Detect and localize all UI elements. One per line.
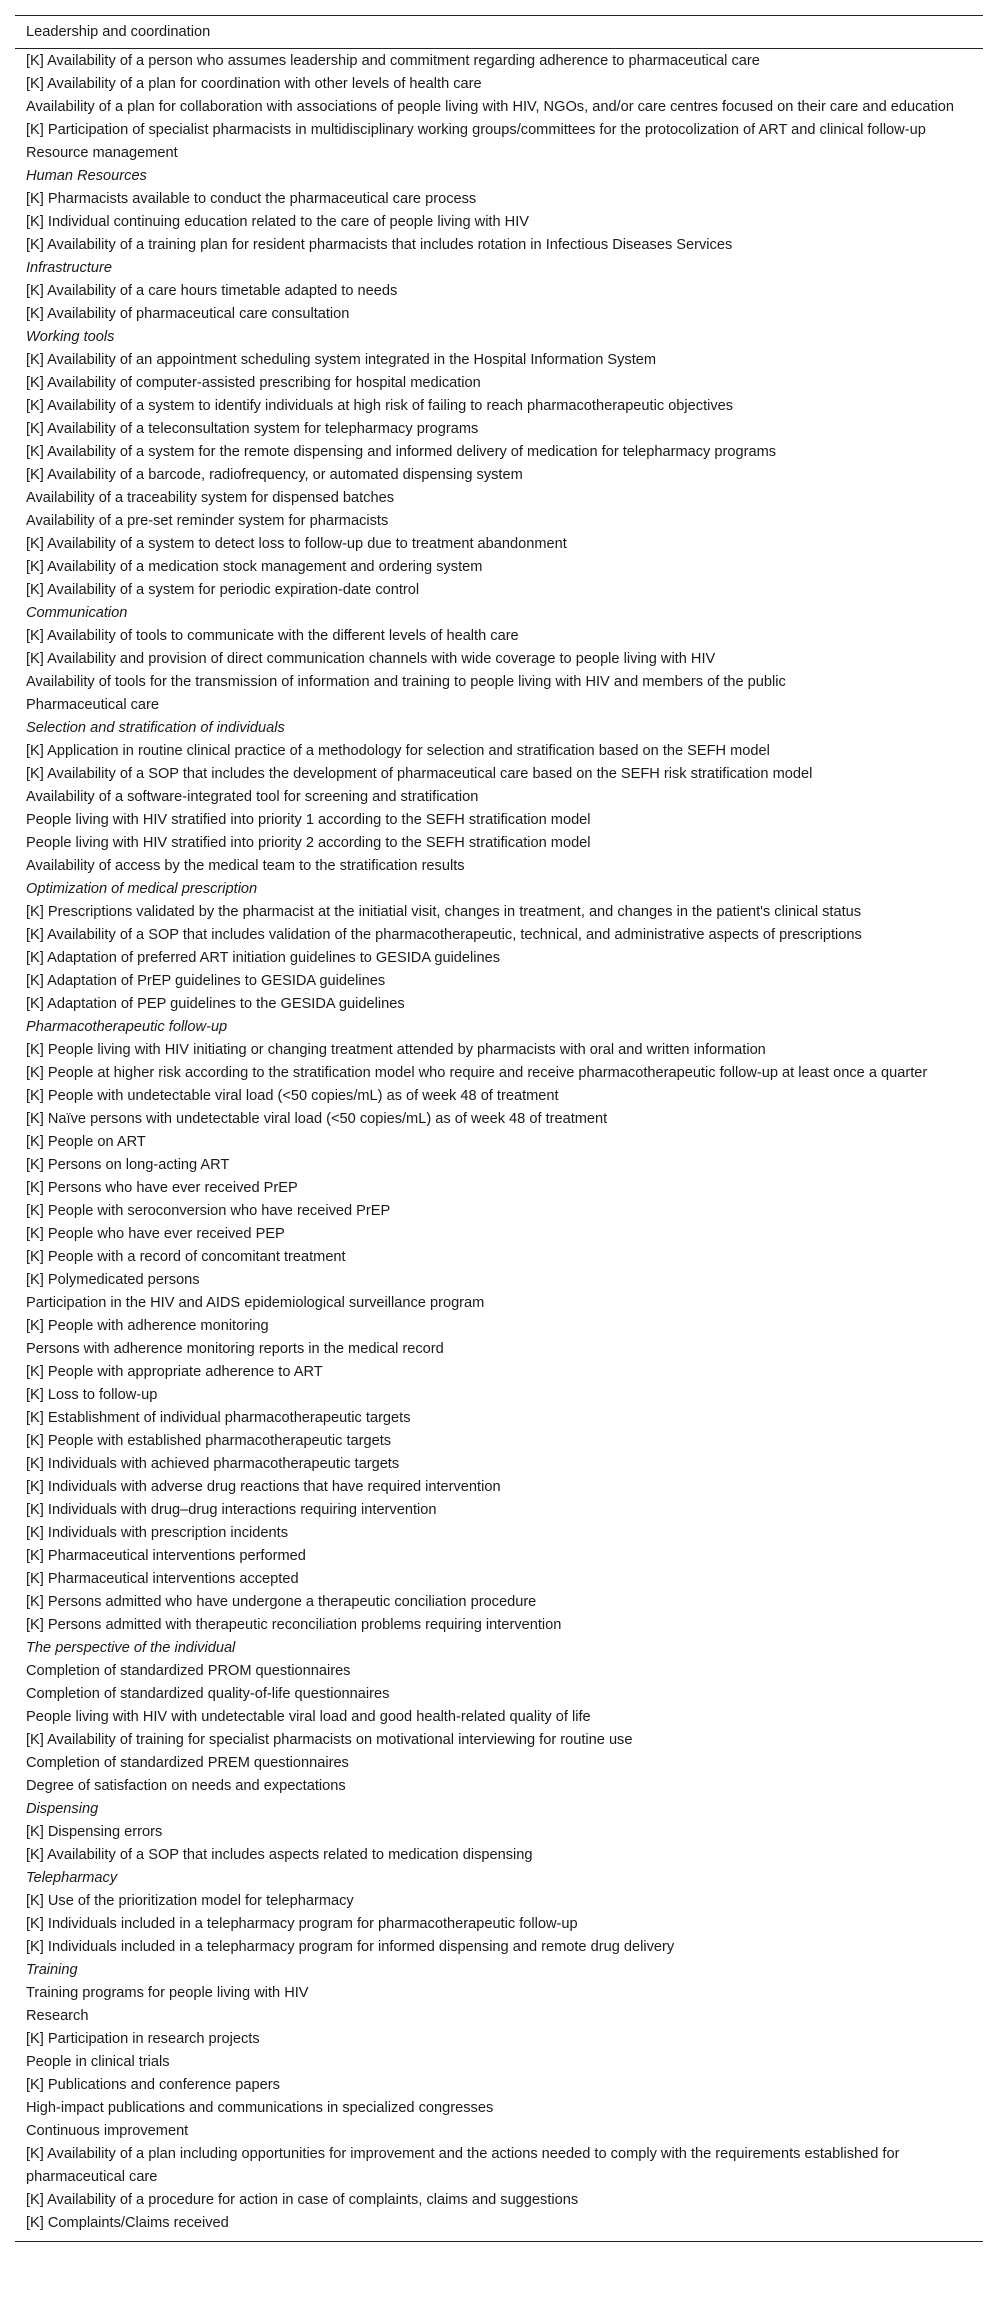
table-row: [K] People with appropriate adherence to ART bbox=[26, 1364, 323, 1380]
subsection-heading: Infrastructure bbox=[26, 260, 112, 276]
table-row: [K] Prescriptions validated by the pharmacist at the initiatial visit, changes in treatment, and changes in the patient's clinical status bbox=[26, 904, 862, 920]
table-row: [K] People living with HIV initiating or changing treatment attended by pharmacists with oral and written information bbox=[26, 1042, 766, 1058]
table-row: [K] Individuals with adverse drug reactions that have required intervention bbox=[26, 1479, 501, 1495]
table-row: [K] Polymedicated persons bbox=[26, 1272, 200, 1288]
table-row: [K] Participation in research projects bbox=[26, 2031, 260, 2047]
table-row: [K] Adaptation of PEP guidelines to the GESIDA guidelines bbox=[26, 996, 405, 1012]
table-row: Availability of tools for the transmission of information and training to people living with HIV and members of the public bbox=[26, 674, 786, 690]
table-row: [K] Availability of a barcode, radiofrequency, or automated dispensing system bbox=[26, 467, 523, 483]
table-row: [K] Availability of a SOP that includes the development of pharmaceutical care based on the SEFH risk stratification model bbox=[26, 766, 813, 782]
section-heading: Continuous improvement bbox=[26, 2123, 189, 2139]
section-heading: Resource management bbox=[26, 145, 178, 161]
table-row: [K] Availability of training for specialist pharmacists on motivational interviewing for routine use bbox=[26, 1732, 633, 1748]
section-heading: Pharmaceutical care bbox=[26, 697, 160, 713]
subsection-heading: Communication bbox=[26, 605, 128, 621]
subsection-heading: Pharmacotherapeutic follow-up bbox=[26, 1019, 228, 1035]
table-row: [K] Persons admitted with therapeutic reconciliation problems requiring intervention bbox=[26, 1617, 562, 1633]
table-row: [K] Individual continuing education related to the care of people living with HIV bbox=[26, 214, 529, 230]
table-row: People in clinical trials bbox=[26, 2054, 170, 2070]
table-row: [K] People with a record of concomitant treatment bbox=[26, 1249, 346, 1265]
table-row: [K] Pharmaceutical interventions accepted bbox=[26, 1571, 299, 1587]
table-body bbox=[15, 49, 983, 2235]
table-row: [K] Availability of a plan including opportunities for improvement and the actions needed to comply with the requirements established for pharmaceutical care bbox=[26, 2146, 900, 2185]
table-row: [K] Pharmacists available to conduct the pharmaceutical care process bbox=[26, 191, 477, 207]
subsection-heading: Telepharmacy bbox=[26, 1870, 118, 1886]
table-row: People living with HIV stratified into priority 2 according to the SEFH stratification model bbox=[26, 835, 591, 851]
table-row: Availability of a software-integrated tool for screening and stratification bbox=[26, 789, 479, 805]
table-header: Leadership and coordination bbox=[26, 24, 211, 40]
table-bottom-rule bbox=[15, 2241, 983, 2242]
table-row: [K] Complaints/Claims received bbox=[26, 2215, 229, 2231]
table-row: [K] Availability of a procedure for action in case of complaints, claims and suggestions bbox=[26, 2192, 579, 2208]
subsection-heading: Dispensing bbox=[26, 1801, 99, 1817]
table-row: [K] Availability of a system for the remote dispensing and informed delivery of medication for telepharmacy programs bbox=[26, 444, 777, 460]
table-row: Degree of satisfaction on needs and expectations bbox=[26, 1778, 346, 1794]
table-row: Availability of a traceability system for dispensed batches bbox=[26, 490, 395, 506]
table-row: [K] Availability of a plan for coordination with other levels of health care bbox=[26, 76, 482, 92]
table-row: Persons with adherence monitoring reports in the medical record bbox=[26, 1341, 444, 1357]
table-row: [K] Availability of an appointment scheduling system integrated in the Hospital Information System bbox=[26, 352, 657, 368]
table-row: [K] Naïve persons with undetectable viral load (<50 copies/mL) as of week 48 of treatment bbox=[26, 1111, 608, 1127]
table-row: Completion of standardized quality-of-life questionnaires bbox=[26, 1686, 390, 1702]
table-row: [K] People on ART bbox=[26, 1134, 146, 1150]
table-row: Availability of access by the medical team to the stratification results bbox=[26, 858, 465, 874]
table-row: [K] Establishment of individual pharmacotherapeutic targets bbox=[26, 1410, 411, 1426]
table-row: [K] People at higher risk according to the stratification model who require and receive pharmacotherapeutic follow-up at least once a quarter bbox=[26, 1065, 928, 1081]
table-row: [K] Publications and conference papers bbox=[26, 2077, 280, 2093]
table-row: People living with HIV stratified into priority 1 according to the SEFH stratification model bbox=[26, 812, 591, 828]
table-row: [K] Availability of a SOP that includes aspects related to medication dispensing bbox=[26, 1847, 533, 1863]
table-row: [K] Persons admitted who have undergone a therapeutic conciliation procedure bbox=[26, 1594, 537, 1610]
indicator-table bbox=[15, 15, 983, 2242]
subsection-heading: Human Resources bbox=[26, 168, 147, 184]
table-row: [K] Availability of a system for periodic expiration-date control bbox=[26, 582, 420, 598]
table-row: [K] Availability of a system to identify individuals at high risk of failing to reach pharmacotherapeutic objectives bbox=[26, 398, 734, 414]
table-row: [K] Availability of a medication stock management and ordering system bbox=[26, 559, 483, 575]
table-row: People living with HIV with undetectable viral load and good health-related quality of life bbox=[26, 1709, 591, 1725]
subsection-heading: Working tools bbox=[26, 329, 115, 345]
table-row: [K] Participation of specialist pharmacists in multidisciplinary working groups/committees for the protocolization of ART and clinical follow-up bbox=[26, 122, 926, 138]
table-row: [K] Individuals included in a telepharmacy program for informed dispensing and remote drug delivery bbox=[26, 1939, 675, 1955]
table-row: [K] Availability of a SOP that includes validation of the pharmacotherapeutic, technical, and administrative aspects of prescriptions bbox=[26, 927, 862, 943]
table-row: [K] Availability of computer-assisted prescribing for hospital medication bbox=[26, 375, 481, 391]
table-row: Participation in the HIV and AIDS epidemiological surveillance program bbox=[26, 1295, 485, 1311]
table-row: [K] Pharmaceutical interventions performed bbox=[26, 1548, 306, 1564]
table-row: [K] Application in routine clinical practice of a methodology for selection and stratification based on the SEFH model bbox=[26, 743, 770, 759]
subsection-heading: The perspective of the individual bbox=[26, 1640, 236, 1656]
table-row: [K] Adaptation of preferred ART initiation guidelines to GESIDA guidelines bbox=[26, 950, 501, 966]
table-row: [K] People with seroconversion who have received PrEP bbox=[26, 1203, 391, 1219]
table-row: [K] People who have ever received PEP bbox=[26, 1226, 285, 1242]
table-row: [K] Individuals with achieved pharmacotherapeutic targets bbox=[26, 1456, 400, 1472]
table-row: [K] Adaptation of PrEP guidelines to GESIDA guidelines bbox=[26, 973, 386, 989]
table-row: [K] Persons on long-acting ART bbox=[26, 1157, 230, 1173]
table-row: Completion of standardized PREM questionnaires bbox=[26, 1755, 349, 1771]
subsection-heading: Optimization of medical prescription bbox=[26, 881, 258, 897]
table-row: Availability of a plan for collaboration with associations of people living with HIV, NGOs, and/or care centres focused on their care and education bbox=[26, 99, 955, 115]
table-row: [K] Loss to follow-up bbox=[26, 1387, 158, 1403]
table-row: [K] Availability of a person who assumes leadership and commitment regarding adherence to pharmaceutical care bbox=[26, 53, 760, 69]
table-row: [K] Availability and provision of direct communication channels with wide coverage to people living with HIV bbox=[26, 651, 716, 667]
table-row: [K] Availability of a training plan for resident pharmacists that includes rotation in Infectious Diseases Services bbox=[26, 237, 733, 253]
table-row: [K] Persons who have ever received PrEP bbox=[26, 1180, 298, 1196]
table-row: Training programs for people living with HIV bbox=[26, 1985, 309, 2001]
table-row: [K] Dispensing errors bbox=[26, 1824, 163, 1840]
table-row: [K] Availability of pharmaceutical care consultation bbox=[26, 306, 350, 322]
table-row: [K] Individuals with drug–drug interactions requiring intervention bbox=[26, 1502, 437, 1518]
table-row: [K] Availability of tools to communicate with the different levels of health care bbox=[26, 628, 519, 644]
table-row: [K] Availability of a care hours timetable adapted to needs bbox=[26, 283, 398, 299]
table-row: [K] People with adherence monitoring bbox=[26, 1318, 269, 1334]
subsection-heading: Training bbox=[26, 1962, 78, 1978]
section-heading: Research bbox=[26, 2008, 89, 2024]
table-row: [K] People with established pharmacotherapeutic targets bbox=[26, 1433, 392, 1449]
table-row: [K] Individuals included in a telepharmacy program for pharmacotherapeutic follow-up bbox=[26, 1916, 578, 1932]
table-row: [K] Availability of a system to detect loss to follow-up due to treatment abandonment bbox=[26, 536, 567, 552]
table-row: Completion of standardized PROM questionnaires bbox=[26, 1663, 351, 1679]
table-row: High-impact publications and communications in specialized congresses bbox=[26, 2100, 494, 2116]
table-row: [K] Use of the prioritization model for telepharmacy bbox=[26, 1893, 354, 1909]
subsection-heading: Selection and stratification of individuals bbox=[26, 720, 285, 736]
table-row: [K] People with undetectable viral load (<50 copies/mL) as of week 48 of treatment bbox=[26, 1088, 559, 1104]
table-row: Availability of a pre-set reminder system for pharmacists bbox=[26, 513, 389, 529]
table-row: [K] Availability of a teleconsultation system for telepharmacy programs bbox=[26, 421, 479, 437]
table-row: [K] Individuals with prescription incidents bbox=[26, 1525, 289, 1541]
